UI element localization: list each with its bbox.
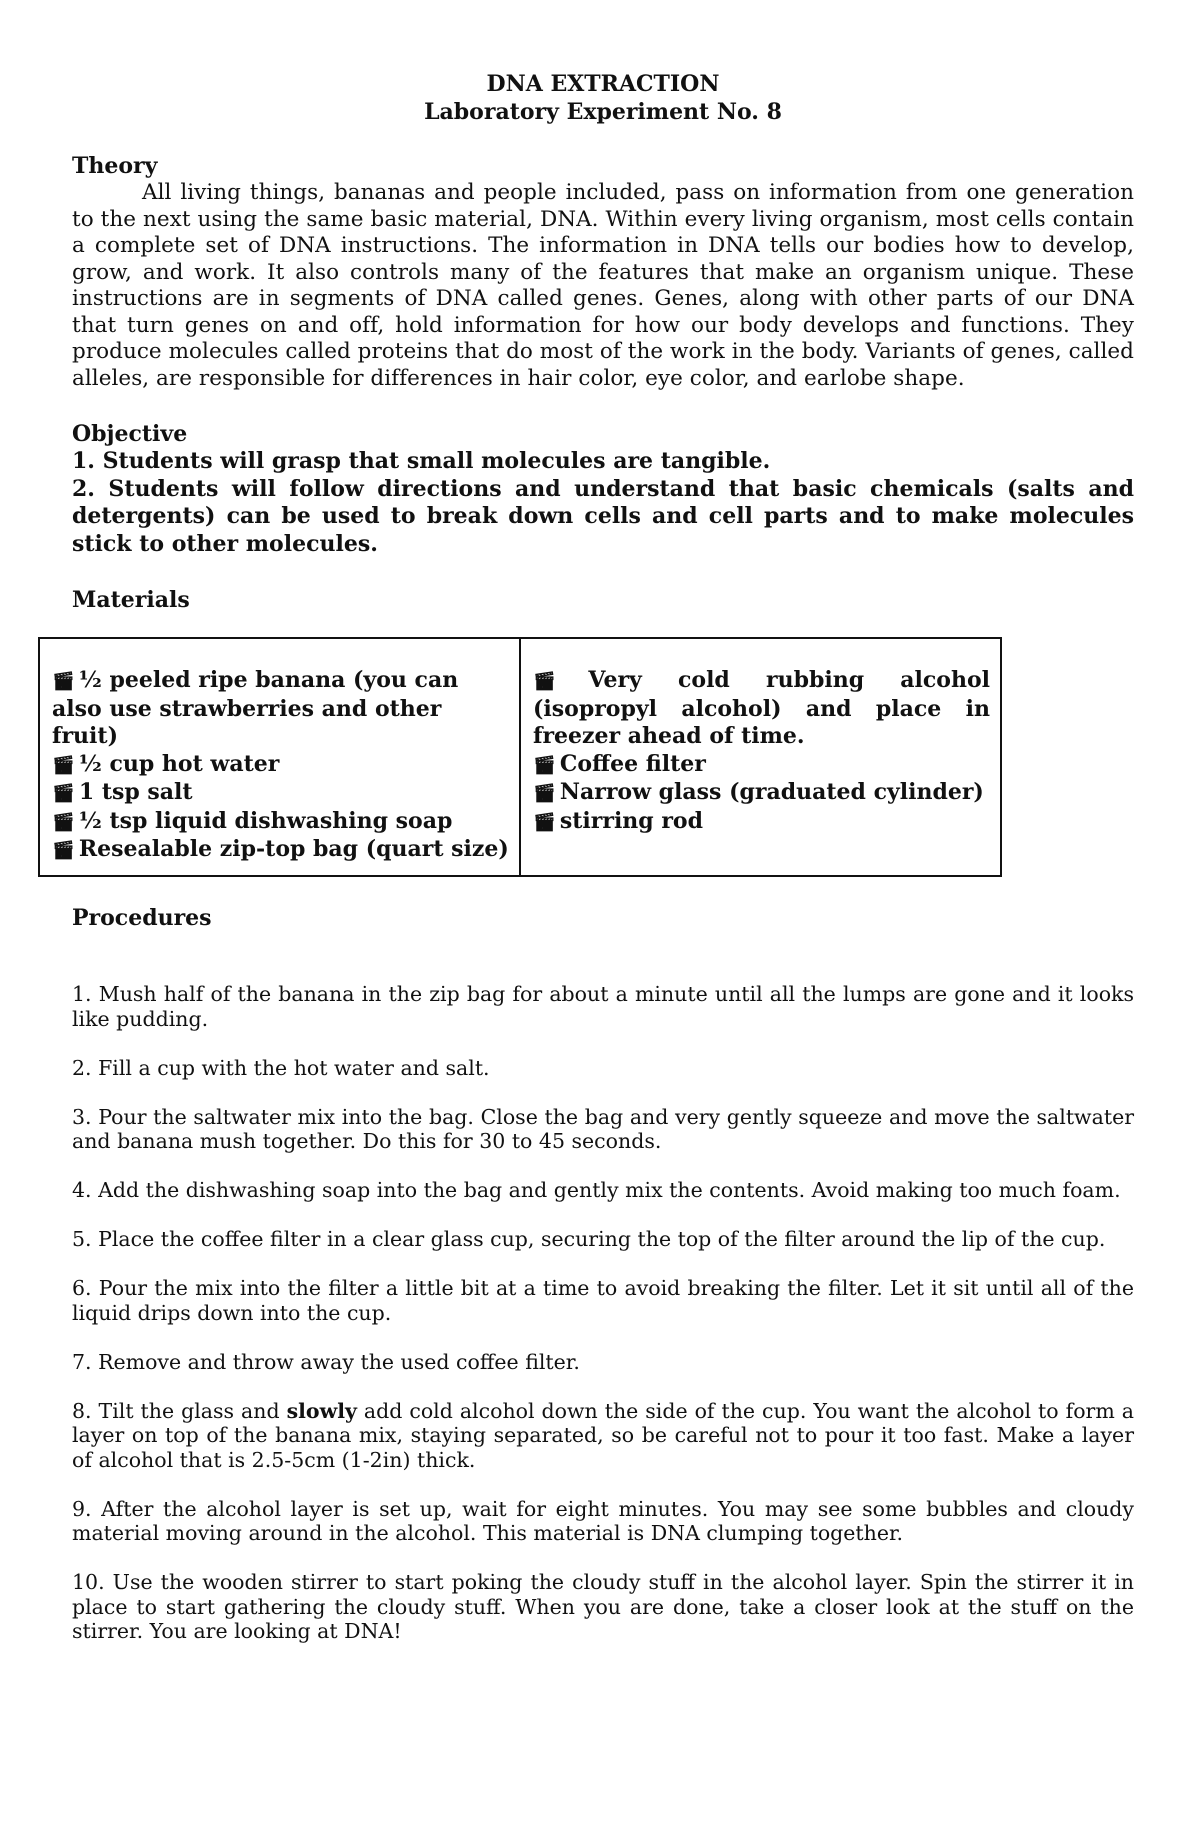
- procedure-step: 1. Mush half of the banana in the zip bag for about a minute until all the lumps are gone and it looks like pudding.: [72, 982, 1134, 1031]
- materials-left-column: [39, 638, 520, 876]
- document-page: [72, 70, 1134, 614]
- procedure-step: 2. Fill a cup with the hot water and salt.: [72, 1055, 490, 1080]
- clapperboard-bullet-icon: 🎬︎: [52, 754, 75, 776]
- clapperboard-bullet-icon: 🎬︎: [533, 754, 556, 776]
- procedure-steps: [72, 982, 1134, 1668]
- procedure-step: 6. Pour the mix into the filter a little bit at a time to avoid breaking the filter. Let it sit until all of the liquid drips down into the cup.: [72, 1276, 1134, 1325]
- clapperboard-bullet-icon: 🎬︎: [52, 783, 75, 804]
- objective-heading: Objective: [72, 421, 188, 447]
- clapperboard-bullet-icon: 🎬︎: [533, 811, 556, 833]
- material-item: 🎬︎ ½ cup hot water: [52, 750, 280, 777]
- procedure-step: 10. Use the wooden stirrer to start poking the cloudy stuff in the alcohol layer. Spin the stirrer it in place to start gathering the cloudy stuff. When you are done, take a closer look at the stuff on the stirrer. You are looking at DNA!: [72, 1570, 1134, 1643]
- material-item: 🎬︎ ½ tsp liquid dishwashing soap: [52, 807, 453, 834]
- material-item: 🎬︎ stirring rod: [533, 807, 703, 834]
- materials-table: [38, 637, 1002, 877]
- clapperboard-bullet-icon: 🎬︎: [52, 840, 75, 861]
- procedure-step: 7. Remove and throw away the used coffee filter.: [72, 1349, 580, 1374]
- document-subtitle: Laboratory Experiment No. 8: [424, 99, 782, 125]
- material-item: 🎬︎ Narrow glass (graduated cylinder): [533, 779, 984, 805]
- material-item: 🎬︎ ½ peeled ripe banana (you can also use strawberries and other fruit): [52, 667, 459, 749]
- clapperboard-bullet-icon: 🎬︎: [52, 671, 75, 692]
- procedure-step: 8. Tilt the glass and slowly add cold alcohol down the side of the cup. You want the alcohol to form a layer on top of the banana mix, staying separated, so be careful not to pour it too fast. Make a layer of alcohol that is 2.5-5cm (1-2in) thick.: [72, 1398, 1134, 1472]
- objective-list: [72, 448, 1134, 558]
- procedure-step: 5. Place the coffee filter in a clear glass cup, securing the top of the filter around the lip of the cup.: [72, 1227, 1106, 1251]
- materials-heading: Materials: [72, 587, 190, 613]
- title-block: [72, 70, 1134, 126]
- material-item: 🎬︎ Resealable zip-top bag (quart size): [52, 836, 509, 862]
- material-item: 🎬︎ 1 tsp salt: [52, 779, 193, 805]
- clapperboard-bullet-icon: 🎬︎: [533, 783, 556, 804]
- objective-item: 2. Students will follow directions and understand that basic chemicals (salts and detergents) can be used to break down cells and cell parts and to make molecules stick to other molecules.: [72, 475, 1134, 557]
- procedure-step: 9. After the alcohol layer is set up, wait for eight minutes. You may see some bubbles and cloudy material moving around in the alcohol. This material is DNA clumping together.: [72, 1496, 1134, 1545]
- theory-paragraph: All living things, bananas and people included, pass on information from one generation to the next using the same basic material, DNA. Within every living organism, most cells contain a complete set of DNA instructions. The information in DNA tells our bodies how to develop, grow, and work. It also controls many of the features that make an organism unique. These instructions are in segments of DNA called genes. Genes, along with other parts of our DNA that turn genes on and off, hold information for how our body develops and functions. They produce molecules called proteins that do most of the work in the body. Variants of genes, called alleles, are responsible for differences in hair color, eye color, and earlobe shape.: [72, 180, 1134, 391]
- materials-right-column: [520, 638, 1001, 876]
- clapperboard-bullet-icon: 🎬︎: [52, 811, 75, 833]
- emphasis-slowly: slowly: [286, 1398, 357, 1423]
- objective-item: 1. Students will grasp that small molecules are tangible.: [72, 448, 771, 474]
- procedure-step: 3. Pour the saltwater mix into the bag. Close the bag and very gently squeeze and move the saltwater and banana mush together. Do this for 30 to 45 seconds.: [72, 1104, 1134, 1153]
- document-title: DNA EXTRACTION: [486, 71, 720, 97]
- theory-heading: Theory: [72, 153, 158, 179]
- material-item: 🎬︎ Very cold rubbing alcohol (isopropyl alcohol) and place in freezer ahead of time.: [533, 667, 990, 749]
- procedure-step: 4. Add the dishwashing soap into the bag and gently mix the contents. Avoid making too much foam.: [72, 1178, 1121, 1202]
- material-item: 🎬︎ Coffee filter: [533, 750, 706, 777]
- clapperboard-bullet-icon: 🎬︎: [533, 671, 585, 692]
- procedures-heading: Procedures: [72, 905, 212, 931]
